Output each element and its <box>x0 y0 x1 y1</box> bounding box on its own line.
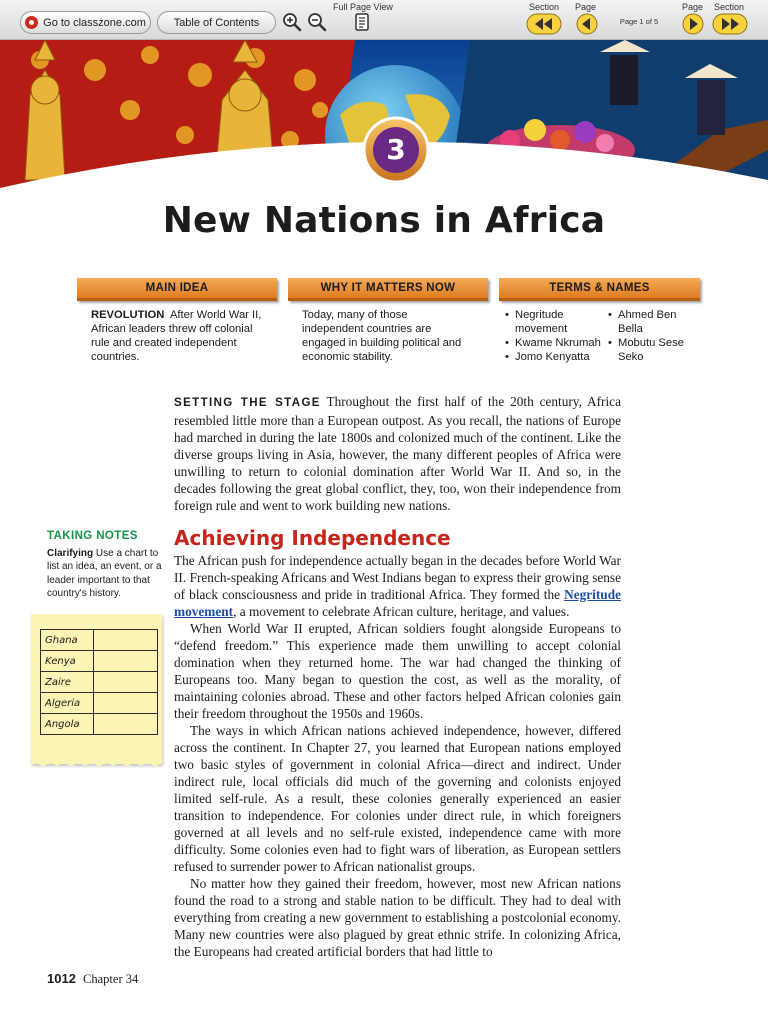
main-idea-theme: REVOLUTION <box>91 309 165 321</box>
taking-notes-body: Use a chart to list an idea, an event, or a leader important to that country's history. <box>47 548 162 600</box>
paragraph-2: When World War II erupted, African soldiers fought alongside Europeans to “defend freedom.” This experience made them unwilling to accept colonial domination when they returned home. The war had changed the thinking of Europeans too. Many began to question the cost, as well as the morality, of maintaining colonies abroad. These and other factors helped African colonies gain their freedom throughout the 1950s and 1960s. <box>174 621 621 721</box>
country-cell: Angola <box>41 714 94 735</box>
term-item[interactable]: • Kwame Nkrumah <box>503 336 603 350</box>
notes-row <box>41 714 158 735</box>
notes-row <box>41 630 158 651</box>
next-page-icon[interactable] <box>682 13 704 35</box>
next-section-icon[interactable] <box>712 13 748 35</box>
chapter-banner-image <box>0 40 768 200</box>
notes-entry-cell[interactable] <box>94 672 158 693</box>
setting-the-stage-label: SETTING THE STAGE <box>174 397 321 409</box>
terms-list-right <box>606 308 696 364</box>
notes-row <box>41 672 158 693</box>
country-cell: Kenya <box>41 651 94 672</box>
previous-page-icon[interactable] <box>576 13 598 35</box>
paragraph-1-tail: , a movement to celebrate African culture, heritage, and values. <box>233 604 570 619</box>
country-cell: Ghana <box>41 630 94 651</box>
classzone-button[interactable] <box>20 11 151 34</box>
terms-list-left <box>503 308 603 364</box>
notes-entry-cell[interactable] <box>94 651 158 672</box>
section-body <box>174 552 621 960</box>
page-count: Page 1 of 5 <box>619 17 659 26</box>
previous-section-icon[interactable] <box>526 13 562 35</box>
term-item[interactable]: • Ahmed Ben Bella <box>606 308 696 336</box>
notes-row <box>41 651 158 672</box>
paragraph-1 <box>174 552 621 620</box>
paragraph-1-text: The African push for independence actually began in the decades before World War II. French-speaking Africans and West Indians began to express their growing sense of black consciousness and pride in traditional Africa. They formed the <box>174 553 621 602</box>
notes-chart <box>40 629 158 735</box>
toc-label: Table of Contents <box>173 16 260 29</box>
taking-notes-instructions <box>47 547 165 601</box>
negritude-movement-link[interactable]: Negritude movement <box>174 587 621 619</box>
main-idea-bar: MAIN IDEA <box>77 278 277 301</box>
zoom-in-icon[interactable] <box>282 12 302 32</box>
page-label-left: Page <box>575 2 597 12</box>
page-label-right: Page <box>682 2 704 12</box>
notes-entry-cell[interactable] <box>94 693 158 714</box>
term-item[interactable]: • Negritude movement <box>503 308 603 336</box>
full-page-view-label: Full Page View <box>333 2 393 12</box>
taking-notes-heading: TAKING NOTES <box>47 530 138 542</box>
terms-names-bar: TERMS & NAMES <box>499 278 700 301</box>
setting-the-stage <box>174 393 621 514</box>
page-number: 1012 <box>47 971 76 986</box>
main-idea-body: After World War II, African leaders threw off colonial rule and created independent countries. <box>91 309 262 363</box>
toolbar <box>0 0 768 40</box>
main-idea-text <box>91 308 269 364</box>
section-number-badge: 3 <box>386 133 406 166</box>
full-page-view-icon[interactable] <box>352 12 372 32</box>
section-label-left: Section <box>529 2 560 12</box>
table-of-contents-button[interactable] <box>157 11 276 34</box>
notes-entry-cell[interactable] <box>94 630 158 651</box>
taking-notes-skill: Clarifying <box>47 548 94 559</box>
chapter-label: Chapter 34 <box>83 972 139 986</box>
paragraph-3: The ways in which African nations achieved independence, however, differed across the continent. In Chapter 27, you learned that European nations employed two basic styles of government in colonial Africa—direct and indirect. Under indirect rule, local officials did much of the governing and colonists enjoyed limited self-rule. As a result, these colonies generally experienced an easier transition to independence. For colonies under direct rule, in which foreigners governed at all levels and no self-rule existed, independence came with more difficulty. Some colonies even had to fight wars of liberation, as European settlers refused to surrender power to African nationalist groups. <box>174 723 621 874</box>
paragraph-4: No matter how they gained their freedom, however, most new African nations found the road to a strong and stable nation to be difficult. They had to deal with everything from creating a new government to establishing a postcolonial economy. Many new countries were also plagued by great ethnic strife. In colonizing Africa, the Europeans had created artificial borders that had little to <box>174 876 621 959</box>
classzone-logo-icon <box>25 16 38 29</box>
notes-row <box>41 693 158 714</box>
zoom-out-icon[interactable] <box>307 12 327 32</box>
country-cell: Zaire <box>41 672 94 693</box>
classzone-label: Go to classzone.com <box>43 16 146 29</box>
notes-entry-cell[interactable] <box>94 714 158 735</box>
section-label-right: Section <box>714 2 745 12</box>
chapter-title: New Nations in Africa <box>162 200 606 241</box>
why-it-matters-bar: WHY IT MATTERS NOW <box>288 278 488 301</box>
why-it-matters-text: Today, many of those independent countries are engaged in building political and economic stability. <box>302 309 462 363</box>
setting-the-stage-text: Throughout the first half of the 20th century, Africa resembled little more than a European outpost. As you recall, the nations of Europe had marched in during the late 1800s and colonized much of the continent. Like the diverse groups living in Asia, however, the many different peoples of Africa were unwilling to return to colonial domination after World War II. And so, in the decades following the great global conflict, they, too, won their independence from foreign rule and went to work building new nations. <box>174 394 621 513</box>
notepad-torn-edge <box>31 758 162 768</box>
section-heading: Achieving Independence <box>174 526 451 550</box>
term-item[interactable]: • Jomo Kenyatta <box>503 350 603 364</box>
page-footer <box>47 971 138 987</box>
country-cell: Algeria <box>41 693 94 714</box>
term-item[interactable]: • Mobutu Sese Seko <box>606 336 696 364</box>
